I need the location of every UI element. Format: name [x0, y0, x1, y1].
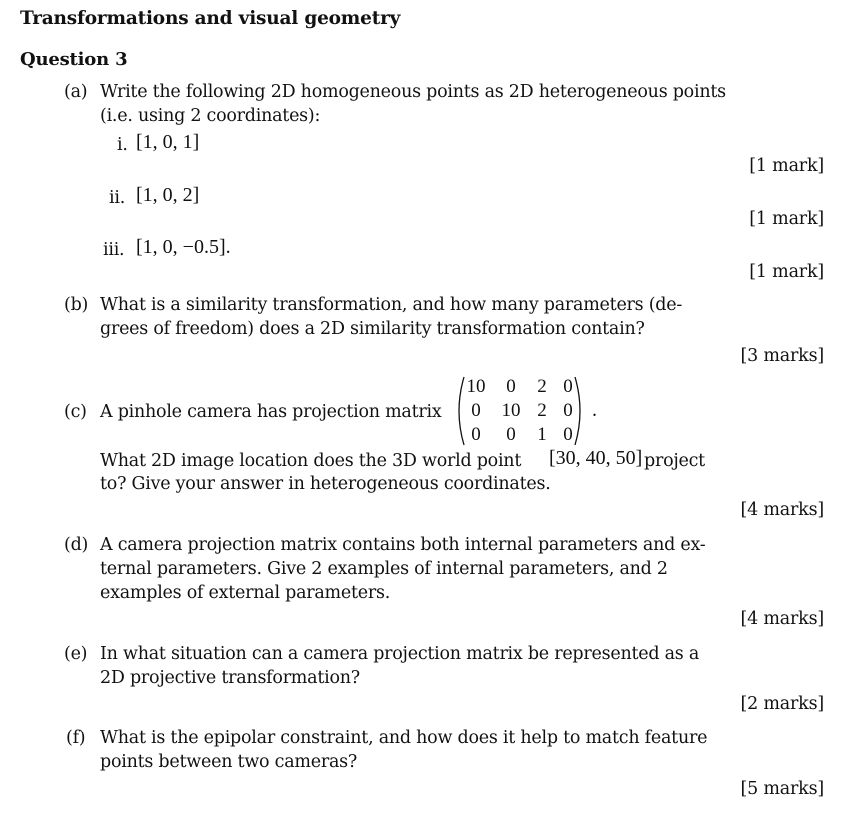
- part-a-item-i-label: i.: [117, 135, 128, 155]
- part-d-label: (d): [64, 535, 89, 555]
- matrix-cell: 0: [506, 424, 516, 445]
- matrix-cell: 0: [563, 424, 573, 445]
- part-f-label: (f): [66, 728, 86, 748]
- part-b-line1: What is a similarity transformation, and how many parameters (de-: [100, 295, 683, 315]
- part-d-line3: examples of external parameters.: [100, 583, 391, 603]
- part-f-marks: [5 marks]: [740, 779, 824, 799]
- matrix-end-period: .: [592, 399, 597, 421]
- part-b-marks: [3 marks]: [740, 346, 824, 366]
- section-title: Transformations and visual geometry: [20, 8, 401, 29]
- matrix-cell: 0: [506, 376, 516, 397]
- part-d-line2: ternal parameters. Give 2 examples of internal parameters, and 2: [100, 559, 668, 579]
- part-c-line3: to? Give your answer in heterogeneous coordinates.: [100, 474, 551, 494]
- part-d-line1: A camera projection matrix contains both internal parameters and ex-: [100, 535, 706, 555]
- part-a-line2: (i.e. using 2 coordinates):: [100, 106, 321, 126]
- matrix-cell: 0: [563, 376, 573, 397]
- matrix-cell: 0: [471, 400, 481, 421]
- part-a-item-iii-label: iii.: [103, 240, 125, 260]
- part-a-label: (a): [64, 82, 88, 102]
- question-heading: Question 3: [20, 49, 128, 70]
- part-c-world-point: [30, 40, 50]: [549, 447, 643, 469]
- part-f-line1: What is the epipolar constraint, and how does it help to match feature: [100, 728, 708, 748]
- part-e-line2: 2D projective transformation?: [100, 668, 360, 688]
- part-d-marks: [4 marks]: [740, 609, 824, 629]
- part-b-line2: grees of freedom) does a 2D similarity transformation contain?: [100, 319, 645, 339]
- part-a-item-ii-label: ii.: [109, 188, 126, 208]
- part-c-label: (c): [64, 402, 87, 422]
- part-a-item-i-value: [1, 0, 1]: [136, 131, 200, 153]
- part-c-line2-a: What 2D image location does the 3D world point: [100, 451, 522, 471]
- part-a-line1: Write the following 2D homogeneous points as 2D heterogeneous points: [100, 82, 726, 102]
- part-c-line2-b: project: [644, 451, 705, 471]
- part-a-item-iii-marks: [1 mark]: [749, 262, 824, 282]
- part-c-intro: A pinhole camera has projection matrix: [100, 402, 442, 422]
- part-a-item-iii-value: [1, 0, −0.5].: [136, 236, 231, 258]
- part-a-item-i-marks: [1 mark]: [749, 156, 824, 176]
- matrix-cell: 1: [537, 424, 547, 445]
- matrix-cell: 10: [466, 376, 486, 397]
- part-a-item-ii-marks: [1 mark]: [749, 209, 824, 229]
- matrix-cell: 10: [501, 400, 521, 421]
- part-b-label: (b): [64, 295, 89, 315]
- part-c-marks: [4 marks]: [740, 500, 824, 520]
- matrix-cell: 2: [537, 400, 547, 421]
- matrix-cell: 0: [471, 424, 481, 445]
- matrix-cell: 2: [537, 376, 547, 397]
- part-e-line1: In what situation can a camera projection matrix be represented as a: [100, 644, 700, 664]
- part-f-line2: points between two cameras?: [100, 752, 358, 772]
- part-a-item-ii-value: [1, 0, 2]: [136, 184, 200, 206]
- part-e-label: (e): [64, 644, 88, 664]
- part-e-marks: [2 marks]: [740, 694, 824, 714]
- matrix-cell: 0: [563, 400, 573, 421]
